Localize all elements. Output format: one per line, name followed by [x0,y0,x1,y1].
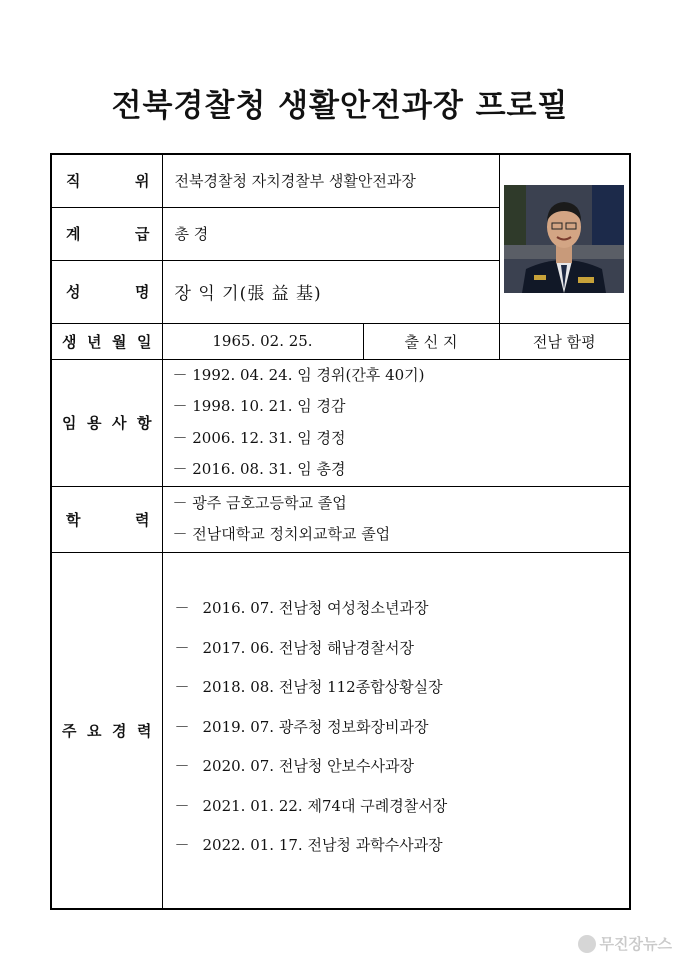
value-birth: 1965. 02. 25. [162,323,363,359]
list-item: － 2021. 01. 22. 제74대 구례경찰서장 [174,796,448,815]
profile-photo [504,185,624,293]
label-education: 학 력 [51,486,162,552]
value-name: 장 익 기(張 益 基) [162,260,499,323]
profile-table [50,153,631,910]
list-item: － 2017. 06. 전남청 해남경찰서장 [174,638,415,657]
list-item: － 1998. 10. 21. 임 경감 [172,397,346,415]
value-origin: 전남 함평 [499,323,630,359]
label-birth: 생 년 월 일 [51,323,162,359]
appointment-list [162,359,630,486]
label-career: 주 요 경 력 [51,552,162,909]
list-item: － 2020. 07. 전남청 안보수사과장 [174,757,415,775]
list-item: － 광주 금호고등학교 졸업 [172,493,347,512]
page-title: 전북경찰청 생활안전과장 프로필 [111,88,569,124]
value-position: 전북경찰청 자치경찰부 생활안전과장 [162,154,499,207]
label-position: 직 위 [51,154,162,207]
list-item: － 2016. 08. 31. 임 총경 [172,460,346,478]
label-rank: 계 급 [51,207,162,260]
list-item: － 전남대학교 정치외교학교 졸업 [172,525,391,543]
list-item: － 2019. 07. 광주청 정보화장비과장 [174,717,429,736]
logo-icon [578,935,596,953]
list-item: － 1992. 04. 24. 임 경위(간후 40기) [172,365,425,384]
label-origin: 출 신 지 [363,323,499,359]
list-item: － 2016. 07. 전남청 여성청소년과장 [174,599,429,617]
education-list [162,486,630,552]
label-appointment: 임 용 사 항 [51,359,162,486]
label-name: 성 명 [51,260,162,323]
list-item: － 2022. 01. 17. 전남청 과학수사과장 [174,836,443,854]
watermark [578,933,672,954]
list-item: － 2006. 12. 31. 임 경정 [172,428,346,447]
watermark-text: 무진장뉴스 [599,935,672,953]
photo-cell [499,154,630,323]
value-rank: 총 경 [162,207,499,260]
list-item: － 2018. 08. 전남청 112종합상황실장 [174,678,443,696]
career-list [162,552,630,909]
